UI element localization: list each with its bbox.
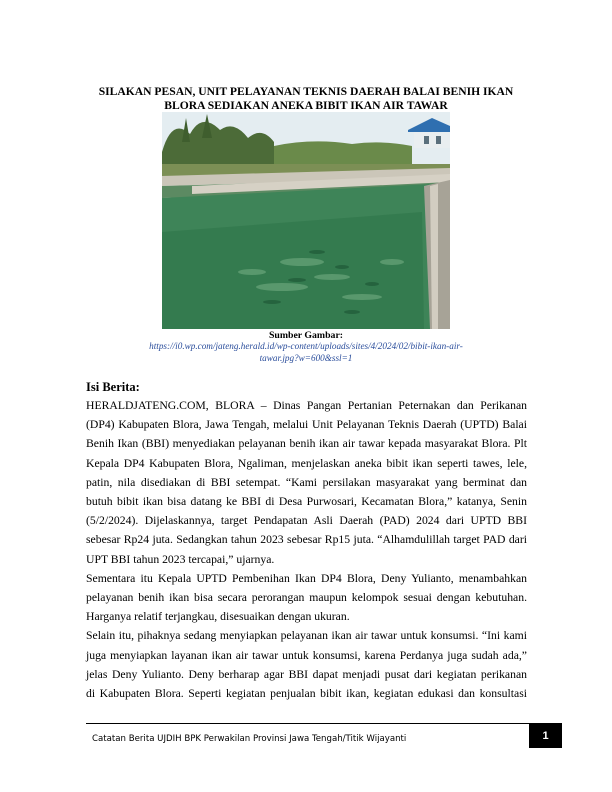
body-line: Benih Ikan (BBI) menyediakan pelayanan benih ikan air tawar kepada masyarakat Blora. Plt	[86, 437, 527, 451]
image-source-link[interactable]	[80, 341, 532, 364]
body-line: UPT BBI tahun 2023 tercapai,” ujarnya.	[86, 552, 275, 566]
body-line: butuh bibit ikan bisa datang ke BBI di Desa Purwosari, Kecamatan Blora,” katanya, Senin	[86, 495, 527, 509]
body-line: (DP4) Kabupaten Blora, Jawa Tengah, melalui Unit Pelayanan Teknis Daerah (UPTD) Balai	[86, 418, 527, 432]
footer-text: Catatan Berita UJDIH BPK Perwakilan Provinsi Jawa Tengah/Titik Wijayanti	[92, 734, 407, 744]
fish-pond-photo	[162, 112, 450, 329]
footer-divider	[86, 723, 562, 724]
image-caption-label: Sumber Gambar:	[268, 330, 344, 341]
body-line: patin, nila disediakan di BBI setempat. “Kami persilakan masyarakat yang berminat dan	[86, 475, 527, 489]
title-line-1: SILAKAN PESAN, UNIT PELAYANAN TEKNIS DAERAH BALAI BENIH IKAN	[98, 85, 514, 98]
body-line: di Kabupaten Blora. Seperti kegiatan penjualan bibit ikan, kegiatan edukasi dan konsultasi	[86, 687, 527, 701]
title-line-2: BLORA SEDIAKAN ANEKA BIBIT IKAN AIR TAWAR	[164, 98, 448, 112]
article-body	[86, 396, 527, 703]
body-line: pelayanan benih ikan bisa secara perorangan maupun kelompok sesuai dengan kebutuhan.	[86, 591, 527, 605]
document-title	[80, 85, 532, 112]
body-line: Selain itu, pihaknya sedang menyiapkan pelayanan ikan air tawar untuk konsumsi. “Ini kami	[86, 629, 527, 643]
body-line: Kepala DP4 Kabupaten Blora, Ngaliman, menjelaskan aneka bibit ikan seperti tawes, lele,	[86, 456, 527, 470]
section-heading: Isi Berita:	[86, 380, 140, 394]
body-line: juga menyiapkan layanan ikan air tawar untuk konsumsi, karena Perdanya juga sudah ada,”	[86, 648, 527, 662]
body-line: sebesar Rp24 juta. Sedangkan tahun 2023 sebesar Rp15 juta. “Alhamdulillah target PAD dari	[86, 533, 527, 547]
image-source-link-line-2[interactable]: tawar.jpg?w=600&ssl=1	[259, 352, 353, 363]
body-line: Sementara itu Kepala UPTD Pembenihan Ikan DP4 Blora, Deny Yulianto, menambahkan	[86, 571, 527, 585]
body-line: (5/2/2024). Dijelaskannya, target Pendapatan Asli Daerah (PAD) 2024 dari UPTD BBI	[86, 514, 527, 528]
page-number: 1	[529, 724, 562, 748]
body-line: Harganya relatif terjangkau, disesuaikan dengan ukuran.	[86, 610, 350, 624]
body-line: jelas Deny Yulianto. Deny berharap agar BBI dapat menjadi pusat dari kegiatan perikanan	[86, 667, 527, 681]
image-source-link-line-1[interactable]: https://i0.wp.com/jateng.herald.id/wp-content/uploads/sites/4/2024/02/bibit-ikan-air-	[149, 341, 463, 351]
body-line: HERALDJATENG.COM, BLORA – Dinas Pangan Pertanian Peternakan dan Perikanan	[86, 399, 527, 412]
